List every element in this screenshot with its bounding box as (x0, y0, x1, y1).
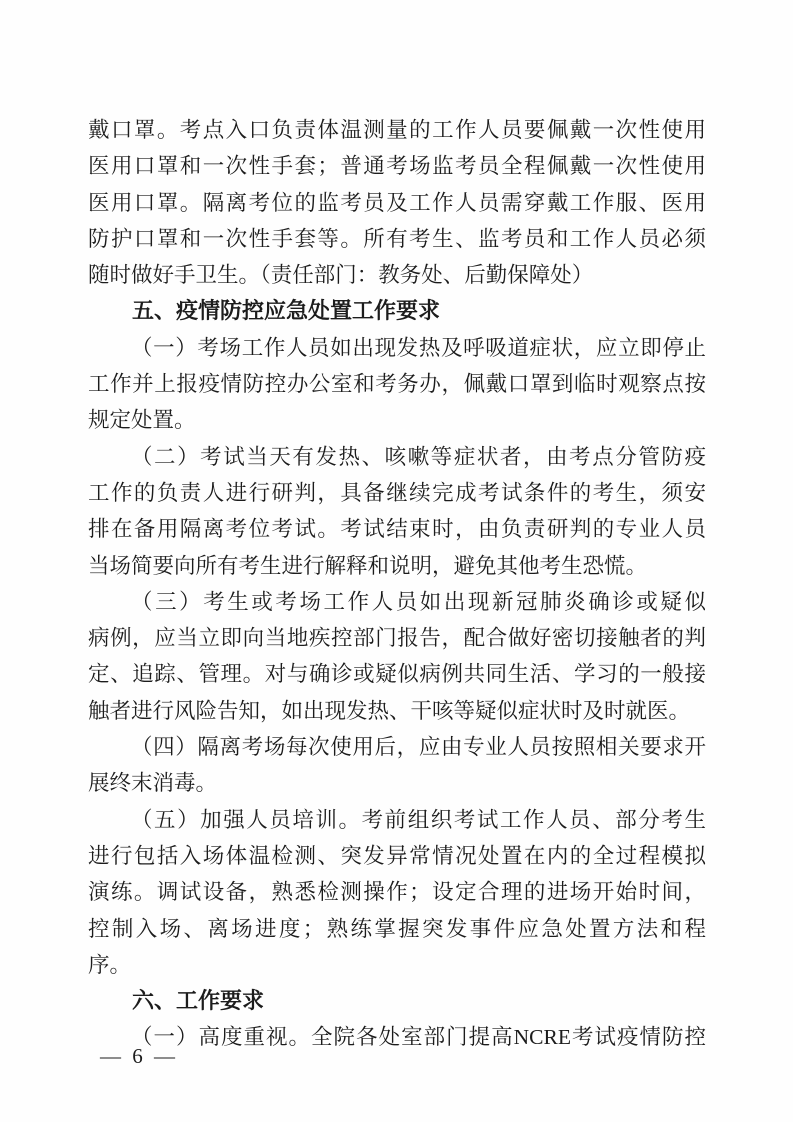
section-heading: 五、疫情防控应急处置工作要求 (132, 298, 441, 324)
text-line: （五）加强人员培训。考前组织考试工作人员、部分考生 (131, 807, 706, 832)
text-line: 控制入场、离场进度；熟练掌握突发事件应急处置方法和程 (88, 916, 706, 941)
text-line: 防护口罩和一次性手套等。所有考生、监考员和工作人员必须 (88, 226, 706, 251)
text-line: 医用口罩和一次性手套；普通考场监考员全程佩戴一次性使用 (88, 154, 706, 179)
text-line: 序。 (88, 952, 132, 977)
text-line: （四）隔离考场每次使用后，应由专业人员按照相关要求开 (131, 735, 706, 760)
text-line: 进行包括入场体温检测、突发异常情况处置在内的全过程模拟 (88, 843, 706, 868)
text-line: 工作的负责人进行研判，具备继续完成考试条件的考生，须安 (88, 480, 706, 505)
text-line: （三）考生或考场工作人员如出现新冠肺炎确诊或疑似 (131, 589, 706, 614)
page-number: — 6 — (100, 1044, 178, 1068)
text-line: 随时做好手卫生。（责任部门：教务处、后勤保障处） (88, 263, 594, 288)
text-line: 戴口罩。考点入口负责体温测量的工作人员要佩戴一次性使用 (88, 118, 706, 142)
text-line: （一）考场工作人员如出现发热及呼吸道症状，应立即停止 (131, 335, 706, 360)
text-line: （二）考试当天有发热、咳嗽等症状者，由考点分管防疫 (131, 444, 706, 469)
text-line: 当场简要向所有考生进行解释和说明，避免其他考生恐慌。 (88, 553, 648, 578)
document-body (88, 112, 706, 1056)
text-line: 展终末消毒。 (88, 771, 218, 796)
text-line: 演练。调试设备，熟悉检测操作；设定合理的进场开始时间， (88, 880, 706, 905)
text-line: 定、追踪、管理。对与确诊或疑似病例共同生活、学习的一般接 (88, 662, 706, 687)
text-line: 触者进行风险告知，如出现发热、干咳等疑似症状时及时就医。 (88, 698, 691, 723)
text-line: 排在备用隔离考位考试。考试结束时，由负责研判的专业人员 (88, 517, 706, 542)
text-line: 病例，应当立即向当地疾控部门报告，配合做好密切接触者的判 (88, 626, 706, 651)
text-line: 医用口罩。隔离考位的监考员及工作人员需穿戴工作服、医用 (88, 190, 706, 215)
section-heading: 六、工作要求 (132, 988, 265, 1014)
text-line: 工作并上报疫情防控办公室和考务办，佩戴口罩到临时观察点按 (88, 372, 706, 397)
text-line: （一）高度重视。全院各处室部门提高NCRE考试疫情防控 (131, 1025, 706, 1050)
text-line: 规定处置。 (88, 408, 196, 433)
